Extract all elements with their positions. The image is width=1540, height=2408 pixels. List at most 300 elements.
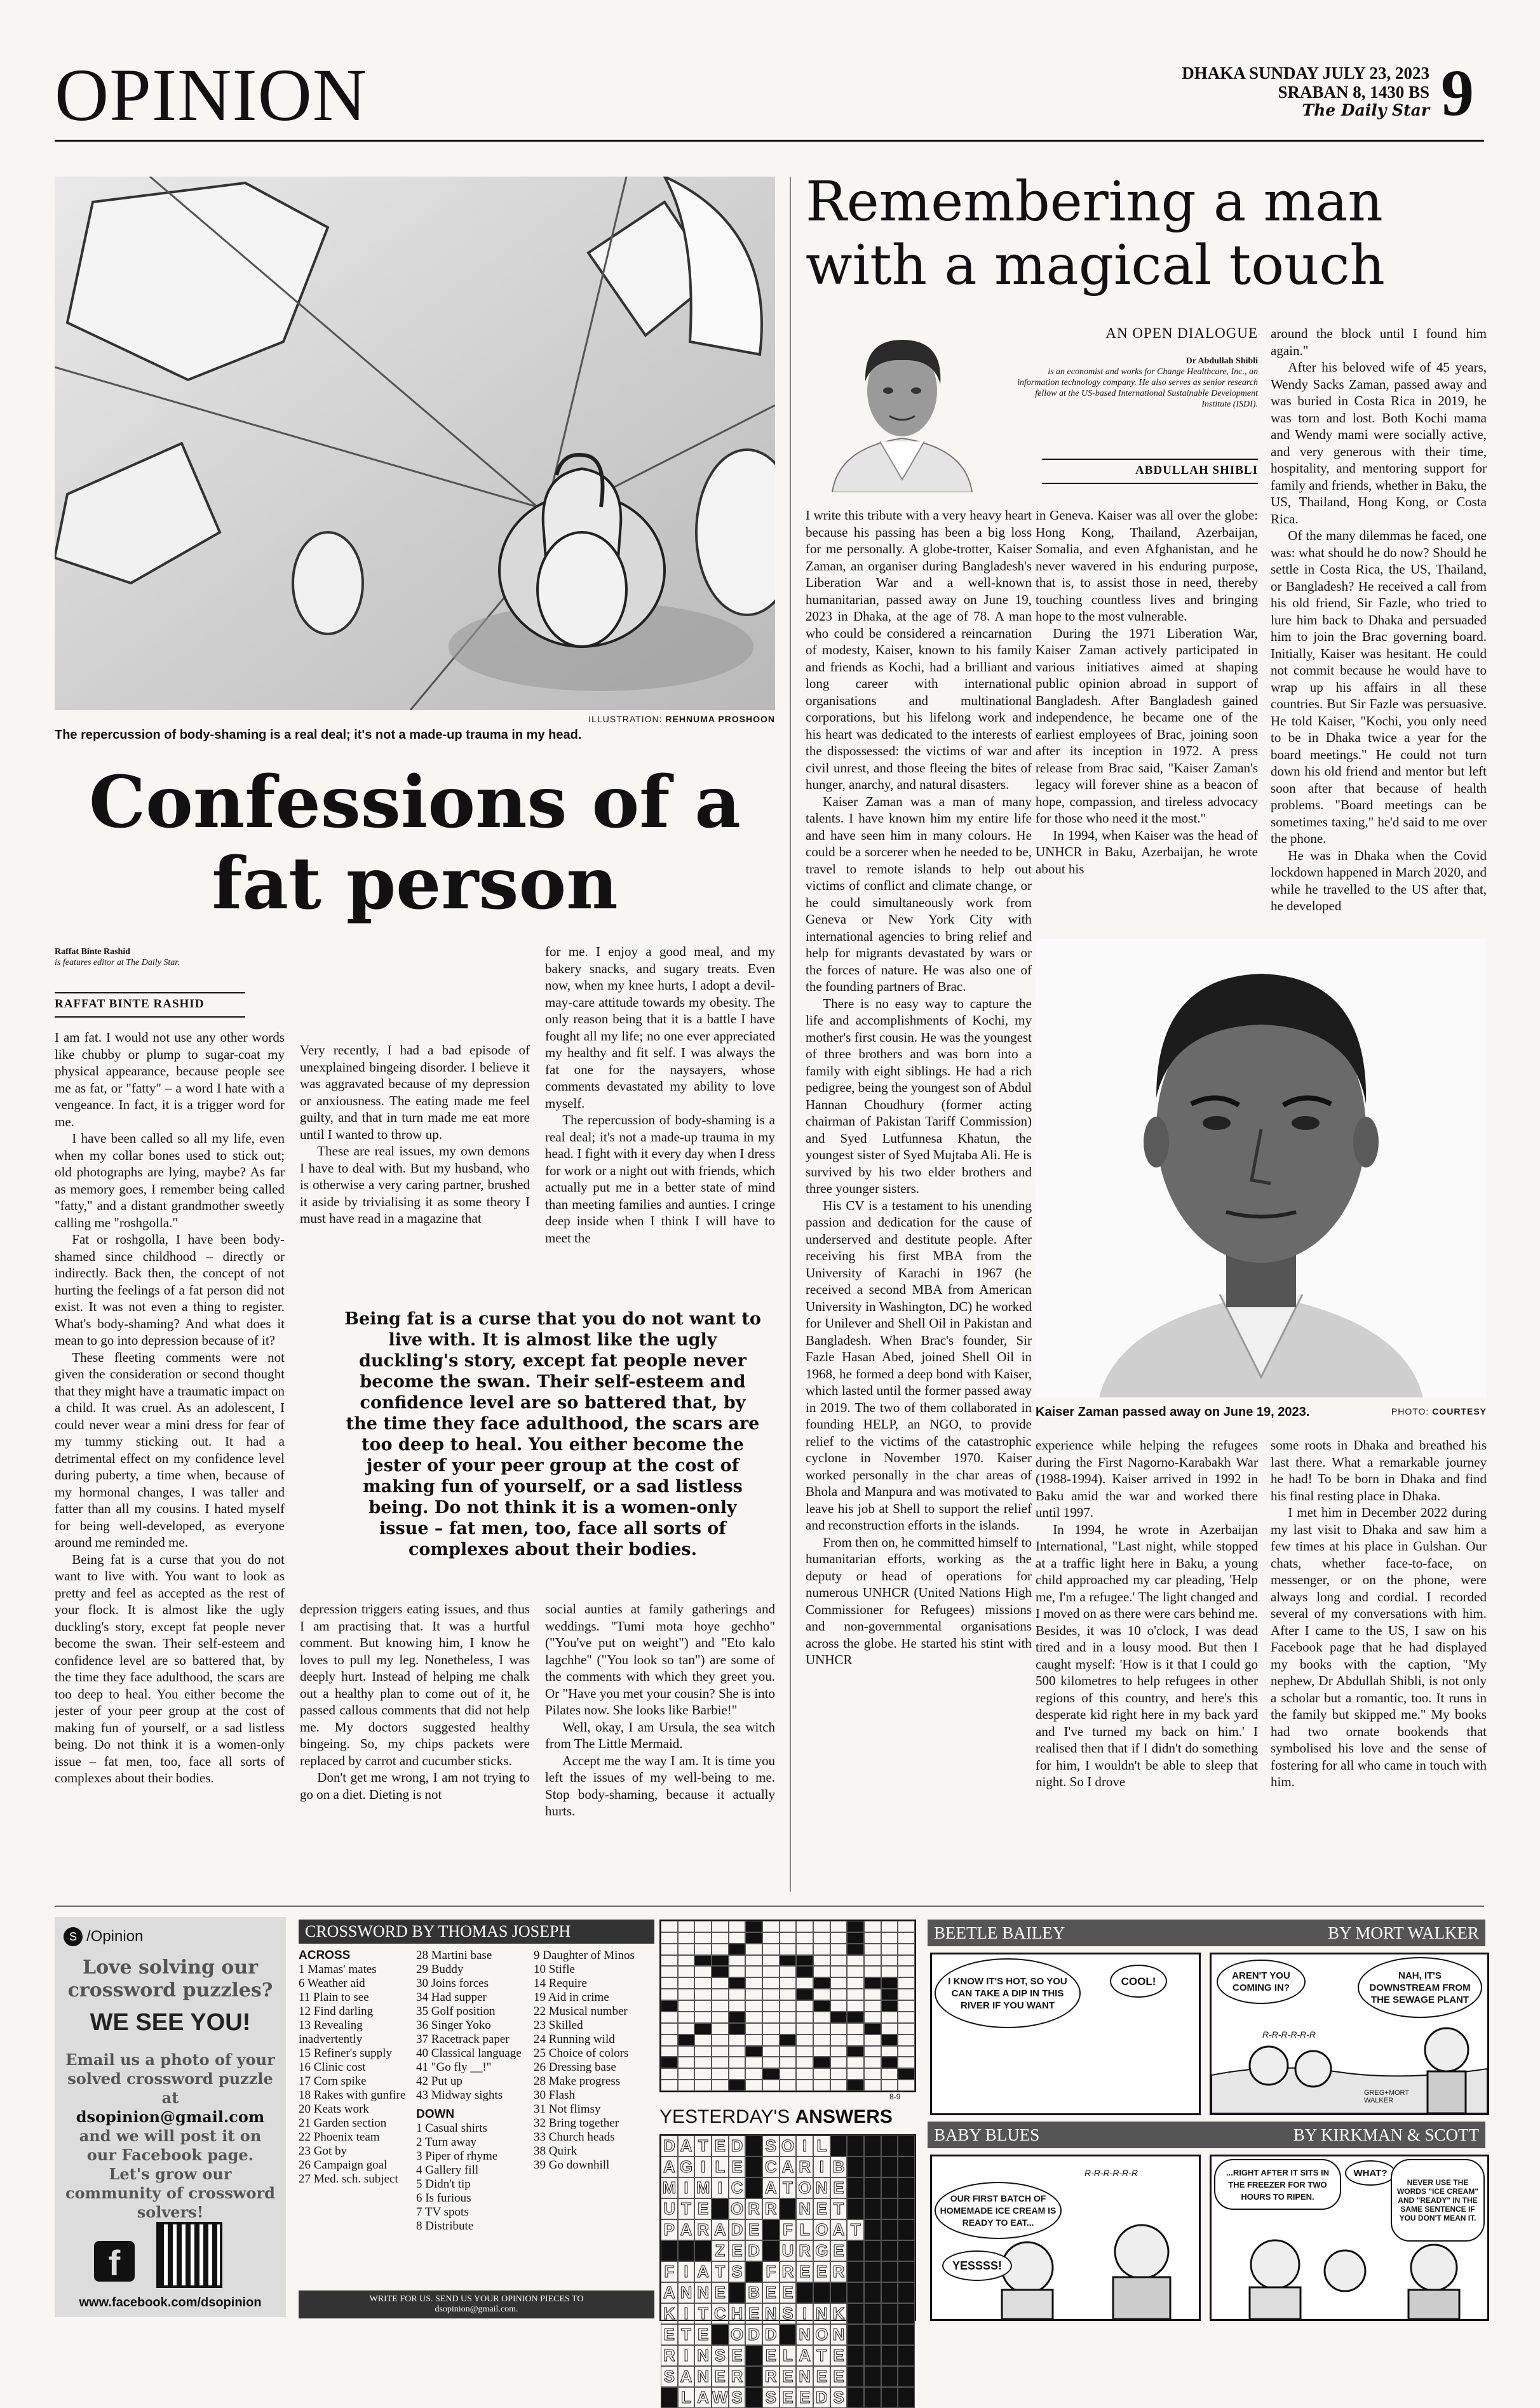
left-body-col3-top [545, 943, 775, 1289]
crossword-cell[interactable] [678, 2023, 695, 2035]
crossword-cell[interactable] [898, 2023, 915, 2035]
crossword-cell[interactable] [678, 2080, 695, 2091]
crossword-cell[interactable] [661, 2046, 678, 2057]
across-label: ACROSS [299, 1949, 351, 1962]
crossword-cell[interactable] [830, 2068, 848, 2080]
crossword-cell[interactable] [694, 1966, 712, 1977]
crossword-cell[interactable] [780, 1932, 797, 1944]
crossword-cell[interactable] [813, 1944, 830, 1955]
crossword-cell[interactable] [780, 1944, 797, 1955]
crossword-cell[interactable] [745, 2000, 762, 2012]
clue-item: 7 TV spots [416, 2205, 469, 2219]
crossword-cell[interactable] [780, 2080, 797, 2091]
crossword-cell[interactable] [694, 1989, 712, 2000]
answer-cell [678, 2240, 695, 2261]
crossword-cell[interactable] [694, 1944, 712, 1955]
crossword-cell[interactable] [780, 2057, 797, 2068]
crossword-cell[interactable] [678, 1932, 695, 1944]
crossword-cell[interactable] [745, 1977, 762, 1989]
crossword-cell[interactable] [847, 2023, 864, 2035]
answer-cell: Z [712, 2240, 729, 2261]
crossword-cell [661, 2000, 678, 2012]
crossword-cell[interactable] [678, 2000, 695, 2012]
answer-cell: E [729, 2156, 746, 2177]
crossword-cell[interactable] [796, 1977, 813, 1989]
crossword-cell[interactable] [745, 2012, 762, 2023]
crossword-cell [796, 1966, 813, 1977]
crossword-cell[interactable] [796, 2023, 813, 2035]
crossword-cell[interactable] [813, 2035, 830, 2046]
crossword-cell[interactable] [762, 1944, 780, 1955]
answer-cell: U [780, 2240, 797, 2261]
answer-cell: E [830, 2240, 848, 2261]
answer-cell: N [694, 2366, 712, 2387]
crossword-cell[interactable] [729, 2035, 746, 2046]
page-number: 9 [1441, 57, 1474, 130]
crossword-cell[interactable] [864, 2035, 881, 2046]
crossword-cell[interactable] [780, 2012, 797, 2023]
crossword-cell[interactable] [661, 2035, 678, 2046]
crossword-cell[interactable] [712, 1989, 729, 2000]
crossword-cell[interactable] [864, 1955, 881, 1967]
paragraph: Don't get me wrong, I am not trying to go on a diet. Dieting is not [300, 1770, 530, 1802]
crossword-cell [881, 1977, 898, 1989]
crossword-cell[interactable] [694, 2080, 712, 2091]
clue-item: 26 Dressing base [534, 2061, 616, 2074]
answer-cell: T [712, 2261, 729, 2282]
crossword-cell[interactable] [745, 2068, 762, 2080]
crossword-cell[interactable] [712, 2080, 729, 2091]
crossword-cell[interactable] [694, 2035, 712, 2046]
crossword-cell[interactable] [881, 1966, 898, 1977]
crossword-cell [780, 2035, 797, 2046]
crossword-cell[interactable] [881, 1932, 898, 1944]
crossword-cell [847, 1944, 864, 1955]
answer-cell [881, 2240, 898, 2261]
crossword-cell[interactable] [729, 1932, 746, 1944]
crossword-cell[interactable] [661, 1944, 678, 1955]
answer-cell: F [661, 2261, 678, 2282]
crossword-cell[interactable] [830, 2035, 848, 2046]
answer-cell: I [796, 2136, 813, 2156]
crossword-cell[interactable] [830, 1966, 848, 1977]
answer-cell: D [745, 2240, 762, 2261]
clue-item: 1 Casual shirts [416, 2122, 487, 2135]
promo-url[interactable]: www.facebook.com/dsopinion [79, 2296, 262, 2310]
crossword-cell[interactable] [712, 2057, 729, 2068]
crossword-cell[interactable] [661, 2012, 678, 2023]
crossword-cell[interactable] [661, 2023, 678, 2035]
crossword-cell[interactable] [712, 1932, 729, 1944]
paragraph: Being fat is a curse that you do not want to live with. You want to look as pretty and feel as accepted as the rest of your flock. It is almost like the ugly duckling's story, except fat people never become the swan. Their self-esteem and confidence level are so battered that, by the time they face adulthood, the scars are too deep to heal. You either become the jester of your peer group at the cost of making fun of yourself, or a sad listless being. Do not think it is a women-only issue – fat men, too, face all sorts of complexes about their bodies. [55, 1551, 285, 1786]
crossword-cell[interactable] [847, 1966, 864, 1977]
crossword-cell[interactable] [729, 1921, 746, 1932]
crossword-cell[interactable] [712, 1921, 729, 1932]
crossword-cell[interactable] [694, 2012, 712, 2023]
crossword-cell[interactable] [813, 1966, 830, 1977]
answer-cell: A [678, 2136, 695, 2156]
crossword-cell[interactable] [745, 1944, 762, 1955]
crossword-cell[interactable] [780, 1921, 797, 1932]
crossword-cell[interactable] [745, 1989, 762, 2000]
author-photo [820, 321, 985, 492]
clue-item: 39 Go downhill [534, 2158, 610, 2172]
crossword-cell[interactable] [830, 2057, 848, 2068]
answer-cell [881, 2324, 898, 2345]
clue-item: 41 "Go fly __!" [416, 2061, 492, 2074]
clue-item: 33 Church heads [534, 2130, 615, 2144]
beetle-sfx: R-R-R-R-R-R [1262, 2029, 1316, 2040]
crossword-cell[interactable] [813, 2068, 830, 2080]
crossword-cell[interactable] [847, 1955, 864, 1967]
crossword-cell[interactable] [898, 1955, 915, 1967]
crossword-cell[interactable] [745, 2035, 762, 2046]
crossword-cell[interactable] [830, 1977, 848, 1989]
crossword-cell[interactable] [745, 2023, 762, 2035]
crossword-cell[interactable] [712, 2046, 729, 2057]
crossword-cell[interactable] [729, 1955, 746, 1967]
crossword-cell[interactable] [881, 1955, 898, 1967]
paragraph: in Geneva. Kaiser was all over the globe: Hong Kong, Thailand, Azerbaijan, Somalia, and even Afghanistan, and he never wavered in his enduring purpose, that is, to assist those in need, thereby touching countless lives and bringing hope to the most vulnerable. [1036, 508, 1258, 624]
crossword-cell[interactable] [847, 2057, 864, 2068]
clue-item: 10 Stifle [534, 1963, 575, 1976]
paragraph: There is no easy way to capture the life and accomplishments of Kochi, my mother's first cousin. He was the youngest of three brothers and was born into a family with eight siblings. He had a rich pedigree, being the youngest son of Abdul Hannan Choudhury (former acting chairman of Pakistan Tariff Commission) and Syed Lutfunnesa Khatun, the youngest sister of Syed Mujtaba Ali. He is survived by his two elder brothers and three younger sisters. [806, 995, 1032, 1196]
beetle-bailey-title: BEETLE BAILEY [934, 1923, 1065, 1942]
paragraph: In 1994, he wrote in Azerbaijan International, "Last night, while stopped at a traffic light here in Baku, a young child approached my car pleading, 'Help me, I'm a refugee.' The light changed and I moved on as there were cars behind me. Besides, it was 10 o'clock, I was dead tired and in a lousy mood. But then I caught myself: 'How is it that I could go 500 kilometres to help refugees in other regions of this country, and here's this desperate kid right here in my back yard and I've turned my back on him.' I realised then that if I didn't do something for him, I wouldn't be able to sleep that night. So I drove [1036, 1521, 1258, 1789]
crossword-cell [745, 1932, 762, 1944]
crossword-cell[interactable] [796, 2080, 813, 2091]
crossword-cell[interactable] [694, 1921, 712, 1932]
clue-item: 14 Require [534, 1977, 587, 1990]
crossword-cell[interactable] [678, 1955, 695, 1967]
crossword-cell[interactable] [796, 1932, 813, 1944]
crossword-cell [796, 1989, 813, 2000]
paragraph: Of the many dilemmas he faced, one was: what should he do now? Should he settle in Costa Rica, the US, Thailand, or Bangladesh? He received a call from his old friend, Sir Fazle, who tried to lure him back to Dhaka and persuaded him to join the Brac governing board. Initially, Kaiser was hesitant. He could not commit because he would have to wrap up his affairs in all these countries. But Sir Fazle was persuasive. He told Kaiser, "Kochi, you only need to be in Dhaka twice a year for the board meetings." He could not turn down his old friend and mentor but left soon after that because of health problems. "Board meetings can be sometimes taxing," he'd said to me over the phone. [1271, 528, 1487, 846]
answer-cell [813, 2282, 830, 2303]
answer-cell: D [729, 2219, 746, 2240]
crossword-cell[interactable] [898, 2057, 915, 2068]
crossword-cell[interactable] [729, 2000, 746, 2012]
crossword-cell[interactable] [694, 2046, 712, 2057]
crossword-cell[interactable] [762, 1955, 780, 1967]
crossword-cell[interactable] [864, 1921, 881, 1932]
crossword-cell[interactable] [898, 2080, 915, 2091]
right-body-col1 [806, 507, 1032, 1885]
answers-label: ANSWERS [795, 2106, 893, 2127]
crossword-cell[interactable] [830, 1932, 848, 1944]
answer-cell: N [813, 2303, 830, 2324]
right-kicker: AN OPEN DIALOGUE [1105, 325, 1258, 341]
paragraph: I have been called so all my life, even when my collar bones used to stick out; old photographs are lying, maybe? As far as memory goes, I remember being called "fatty," and a distant grandmother sweetly calling me "roshgolla." [55, 1131, 285, 1230]
answer-cell [881, 2345, 898, 2366]
crossword-cell[interactable] [780, 2023, 797, 2035]
crossword-cell[interactable] [898, 2012, 915, 2023]
crossword-cell[interactable] [830, 2080, 848, 2091]
answer-cell: T [830, 2198, 848, 2219]
crossword-cell[interactable] [661, 1921, 678, 1932]
answer-cell: I [678, 2345, 695, 2366]
crossword-cell[interactable] [813, 1989, 830, 2000]
crossword-cell[interactable] [712, 2035, 729, 2046]
answer-cell: E [813, 2261, 830, 2282]
crossword-cell[interactable] [847, 1977, 864, 1989]
answer-cell [898, 2366, 915, 2387]
promo-body-text2: and we will post it on our Facebook page. Let's grow our community of crossword solvers! [65, 2127, 275, 2221]
crossword-cell[interactable] [661, 1966, 678, 1977]
crossword-cell[interactable] [864, 2068, 881, 2080]
crossword-cell[interactable] [847, 2000, 864, 2012]
crossword-cell[interactable] [796, 1921, 813, 1932]
crossword-cell[interactable] [898, 2046, 915, 2057]
left-headline [55, 762, 775, 925]
crossword-cell[interactable] [712, 1944, 729, 1955]
crossword-cell[interactable] [694, 1932, 712, 1944]
answer-cell: K [661, 2303, 678, 2324]
crossword-cell[interactable] [881, 2080, 898, 2091]
crossword-cell[interactable] [813, 2023, 830, 2035]
crossword-cell[interactable] [864, 2000, 881, 2012]
left-byline: RAFFAT BINTE RASHID [55, 997, 205, 1011]
crossword-cell[interactable] [745, 1966, 762, 1977]
crossword-cell[interactable] [796, 2068, 813, 2080]
crossword-cell[interactable] [712, 2012, 729, 2023]
clue-item: 22 Phoenix team [299, 2130, 380, 2144]
kaiser-zaman-photo [1036, 939, 1487, 1397]
crossword-cell[interactable] [813, 2080, 830, 2091]
crossword-cell[interactable] [864, 2046, 881, 2057]
crossword-cell[interactable] [830, 2023, 848, 2035]
answer-cell: N [796, 2198, 813, 2219]
crossword-cell[interactable] [898, 1932, 915, 1944]
paper-logo: The Daily Star [1302, 101, 1429, 119]
crossword-cell[interactable] [881, 2012, 898, 2023]
crossword-cell[interactable] [678, 1989, 695, 2000]
answer-cell: G [813, 2240, 830, 2261]
crossword-cell[interactable] [830, 1955, 848, 1967]
crossword-cell [729, 2023, 746, 2035]
crossword-cell[interactable] [898, 1966, 915, 1977]
crossword-cell[interactable] [762, 2080, 780, 2091]
answer-cell [864, 2156, 881, 2177]
crossword-cell[interactable] [694, 2057, 712, 2068]
clue-item: 19 Aid in crime [534, 1991, 609, 2004]
answer-cell: E [830, 2366, 848, 2387]
crossword-cell[interactable] [762, 2000, 780, 2012]
crossword-cell[interactable] [762, 1989, 780, 2000]
photo-credit-label: PHOTO: [1391, 1406, 1429, 1416]
crossword-cell[interactable] [864, 1932, 881, 1944]
crossword-cell[interactable] [678, 2046, 695, 2057]
crossword-cell[interactable] [898, 1921, 915, 1932]
crossword-cell[interactable] [729, 2057, 746, 2068]
crossword-cell[interactable] [678, 2012, 695, 2023]
crossword-cell[interactable] [762, 2012, 780, 2023]
crossword-cell[interactable] [830, 2046, 848, 2057]
crossword-cell[interactable] [661, 1989, 678, 2000]
crossword-cell[interactable] [864, 1944, 881, 1955]
crossword-cell[interactable] [694, 2000, 712, 2012]
crossword-cell[interactable] [729, 1966, 746, 1977]
promo-email-link[interactable]: dsopinion@gmail.com [76, 2108, 265, 2126]
crossword-cell[interactable] [780, 2000, 797, 2012]
crossword-cell[interactable] [898, 1977, 915, 1989]
crossword-cell [745, 2046, 762, 2057]
crossword-cell[interactable] [661, 1955, 678, 1967]
crossword-cell[interactable] [796, 2000, 813, 2012]
crossword-cell[interactable] [898, 2000, 915, 2012]
answer-cell: R [762, 2366, 780, 2387]
crossword-cell[interactable] [813, 1932, 830, 1944]
clue-item: 27 Med. sch. subject [299, 2172, 398, 2186]
answer-cell [745, 2387, 762, 2408]
answer-cell: I [813, 2156, 830, 2177]
answer-cell [830, 2282, 848, 2303]
crossword-cell[interactable] [678, 1966, 695, 1977]
crossword-cell[interactable] [678, 2057, 695, 2068]
crossword-cell[interactable] [661, 1977, 678, 1989]
paragraph: around the block until I found him again." [1271, 326, 1487, 358]
answer-cell [847, 2261, 864, 2282]
clue-item: 2 Turn away [416, 2136, 477, 2149]
answer-cell: T [678, 2324, 695, 2345]
crossword-cell[interactable] [780, 1966, 797, 1977]
crossword-cell[interactable] [813, 2046, 830, 2057]
right-body-col2-top [1036, 507, 1258, 929]
crossword-cell[interactable] [864, 2012, 881, 2023]
crossword-cell[interactable] [881, 2046, 898, 2057]
right-byline: ABDULLAH SHIBLI [1135, 464, 1258, 477]
crossword-cell[interactable] [813, 1955, 830, 1967]
crossword-cell[interactable] [678, 2068, 695, 2080]
crossword-cell[interactable] [745, 2080, 762, 2091]
beetle-bubble-2: COOL! [1110, 1965, 1167, 1998]
clue-item: 40 Classical language [416, 2047, 522, 2060]
crossword-cell[interactable] [796, 2046, 813, 2057]
paragraph: During the 1971 Liberation War, Kaiser Zaman actively participated in various initiatives aimed at shaping public opinion abroad in support of Bangladesh. After Bangladesh gained independence, he became one of the earliest employees of Brac, joining soon after its inception in 1972. A press release from Brac said, "Kaiser Zaman's legacy will forever shine as a beacon of hope, compassion, and tireless advocacy for those who need it the most." [1036, 625, 1258, 826]
crossword-cell[interactable] [796, 2057, 813, 2068]
crossword-cell[interactable] [729, 1989, 746, 2000]
crossword-cell[interactable] [881, 2023, 898, 2035]
crossword-cell[interactable] [847, 2068, 864, 2080]
crossword-cell[interactable] [898, 2035, 915, 2046]
clue-item: 24 Running wild [534, 2033, 615, 2046]
crossword-cell[interactable] [745, 1955, 762, 1967]
crossword-cell[interactable] [745, 2057, 762, 2068]
crossword-cell[interactable] [780, 2046, 797, 2057]
crossword-cell[interactable] [694, 2068, 712, 2080]
right-headline-line1: Remembering a man [806, 170, 1383, 234]
crossword-cell[interactable] [864, 2057, 881, 2068]
crossword-cell[interactable] [729, 2068, 746, 2080]
answer-cell: I [678, 2177, 695, 2198]
crossword-cell[interactable] [847, 2035, 864, 2046]
crossword-cell[interactable] [678, 1921, 695, 1932]
crossword-cell[interactable] [661, 1932, 678, 1944]
crossword-cell[interactable] [830, 1921, 848, 1932]
crossword-cell[interactable] [762, 1921, 780, 1932]
crossword-cell[interactable] [762, 2057, 780, 2068]
crossword-cell[interactable] [847, 1989, 864, 2000]
crossword-cell[interactable] [796, 2012, 813, 2023]
across-clue-list-2 [416, 1949, 530, 2102]
clue-item: 37 Racetrack paper [416, 2033, 510, 2046]
answer-cell [898, 2156, 915, 2177]
crossword-cell [847, 1932, 864, 1944]
answer-cell: E [729, 2345, 746, 2366]
answer-cell [745, 2261, 762, 2282]
crossword-cell[interactable] [729, 2046, 746, 2057]
answer-cell [745, 2156, 762, 2177]
crossword-cell[interactable] [694, 1977, 712, 1989]
crossword-cell[interactable] [881, 1921, 898, 1932]
crossword-cell[interactable] [780, 1977, 797, 1989]
answer-cell: O [729, 2324, 746, 2345]
crossword-cell[interactable] [830, 1989, 848, 2000]
answer-cell [864, 2136, 881, 2156]
crossword-cell[interactable] [762, 2035, 780, 2046]
crossword-cell[interactable] [864, 2080, 881, 2091]
crossword-cell[interactable] [898, 1944, 915, 1955]
crossword-grid[interactable] [659, 1920, 916, 2092]
crossword-cell[interactable] [712, 2023, 729, 2035]
crossword-cell[interactable] [762, 1932, 780, 1944]
answer-cell: N [830, 2324, 848, 2345]
crossword-cell[interactable] [796, 1944, 813, 1955]
crossword-cell[interactable] [712, 1977, 729, 1989]
crossword-cell[interactable] [813, 1921, 830, 1932]
crossword-cell[interactable] [762, 2046, 780, 2057]
crossword-cell[interactable] [830, 1944, 848, 1955]
crossword-cell[interactable] [830, 2000, 848, 2012]
crossword-cell[interactable] [881, 1944, 898, 1955]
crossword-cell[interactable] [762, 1977, 780, 1989]
crossword-cell[interactable] [864, 1966, 881, 1977]
crossword-cell[interactable] [661, 2068, 678, 2080]
crossword-footer-line1: WRITE FOR US. SEND US YOUR OPINION PIECES TO [369, 2294, 584, 2304]
crossword-cell[interactable] [780, 1989, 797, 2000]
answer-cell: T [813, 2345, 830, 2366]
crossword-cell[interactable] [762, 1966, 780, 1977]
crossword-cell[interactable] [813, 2012, 830, 2023]
crossword-cell[interactable] [898, 1989, 915, 2000]
answer-cell [881, 2303, 898, 2324]
answer-cell [898, 2177, 915, 2198]
answer-cell: R [745, 2198, 762, 2219]
baby-blues-author: BY KIRKMAN & SCOTT [1293, 2125, 1479, 2144]
crossword-cell[interactable] [661, 2080, 678, 2091]
crossword-cell[interactable] [864, 1989, 881, 2000]
crossword-cell[interactable] [780, 2068, 797, 2080]
crossword-cell[interactable] [796, 2035, 813, 2046]
beetle-bubble-1: I KNOW IT'S HOT, SO YOU CAN TAKE A DIP IN THIS RIVER IF YOU WANT [935, 1958, 1081, 2028]
beetle-bubble-3: AREN'T YOU COMING IN? [1217, 1960, 1306, 2004]
answer-cell [694, 2240, 712, 2261]
paragraph: I met him in December 2022 during my last visit to Dhaka and saw him a few times at his place in Gulshan. Our chats, whether face-to-face, on messenger, or on the phone, were always long and cordial. I recorded several of my conversations with him. After I came to the US, I saw on his Facebook page that he had displayed my books with the caption, "My nephew, Dr Abdullah Shibli, is not only a scholar but a romantic, too. It runs in the family but skipped me." My books had two ornate bookends that symbolised his love and the sense of fostering for all who came in touch with him. [1271, 1505, 1487, 1789]
crossword-cell[interactable] [678, 1944, 695, 1955]
crossword-clues-col3 [534, 1949, 654, 2172]
answer-cell [864, 2324, 881, 2345]
answer-cell: R [796, 2240, 813, 2261]
crossword-cell[interactable] [678, 1977, 695, 1989]
photo-caption: Kaiser Zaman passed away on June 19, 2023. [1036, 1405, 1310, 1419]
answer-cell [881, 2177, 898, 2198]
crossword-cell[interactable] [762, 2023, 780, 2035]
opinion-logo-icon: S [64, 1927, 83, 1946]
left-byline-rule-bottom [55, 1016, 245, 1018]
crossword-cell[interactable] [712, 2068, 729, 2080]
crossword-cell[interactable] [712, 2000, 729, 2012]
crossword-cell[interactable] [881, 2068, 898, 2080]
